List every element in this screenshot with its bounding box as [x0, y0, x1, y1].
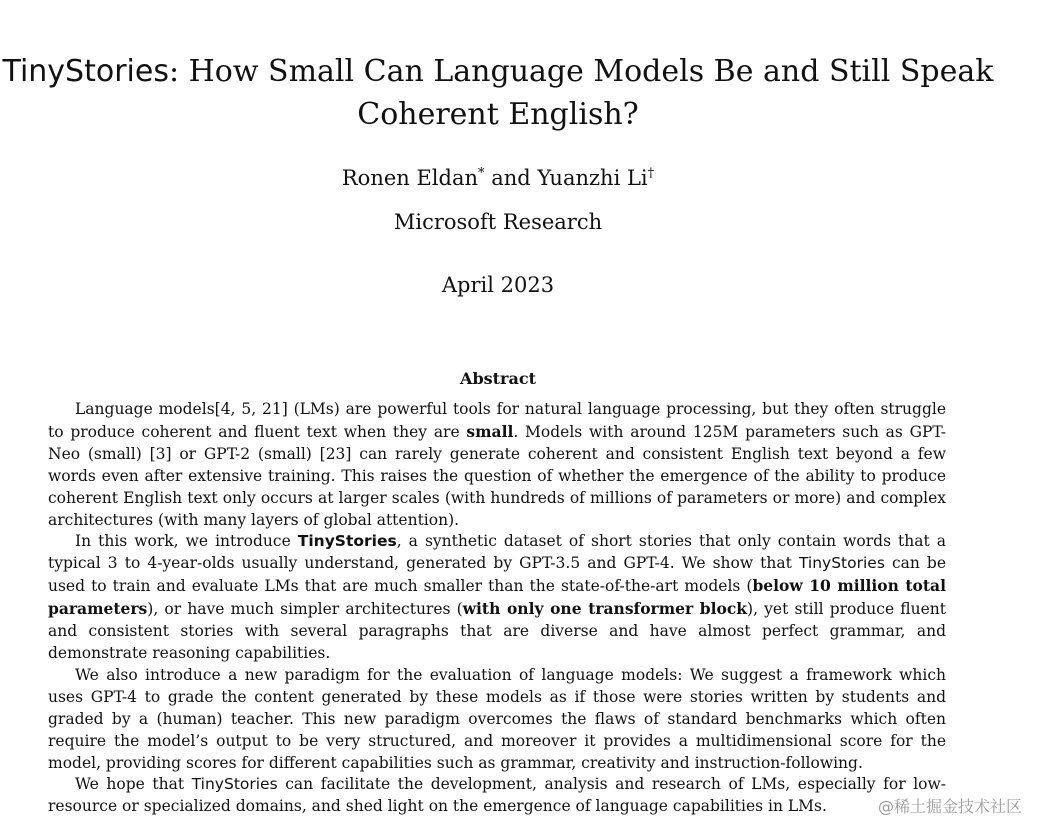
affiliation: Microsoft Research [393, 210, 603, 234]
abstract-paragraph [48, 399, 946, 531]
abstract-text: . Models with around 125M parameters such as GPT-Neo (small) [3] or GPT-2 (small) [23] can rarely generate coherent and consistent English text beyond a few words even after extensive training. This raises the question of whether the emergence of the ability to produce coherent English text only occurs at larger scales (with hundreds of millions of parameters or more) and complex architectures (with many layers of global attention). [48, 422, 946, 529]
author-footnote-mark: * [478, 166, 485, 181]
publication-date: April 2023 [441, 273, 555, 297]
abstract-heading: Abstract [460, 369, 536, 388]
abstract-paragraph [48, 774, 946, 818]
dataset-name: TinyStories [297, 532, 397, 551]
paper-title [0, 50, 996, 136]
abstract-text: In this work, we introduce [75, 532, 298, 551]
author-line [0, 160, 996, 192]
author-connector: and [484, 166, 538, 190]
abstract-text: can be used to train and evaluate LMs that are much smaller than the state-of-the-art models ( [48, 554, 946, 596]
dataset-name: TinyStories [191, 775, 278, 794]
title-text: : How Small Can Language Models Be and Still Speak Coherent English? [168, 54, 994, 132]
dataset-name: TinyStories [798, 554, 885, 573]
title-dataset-name: TinyStories [2, 54, 169, 89]
author-name: Ronen Eldan [341, 166, 479, 190]
abstract-paragraph: We also introduce a new paradigm for the evaluation of language models: We suggest a framework which uses GPT-4 to grade the content generated by these models as if those were stories written by students and graded by a (human) teacher. This new paradigm overcomes the flaws of standard benchmarks which often require the model’s output to be very structured, and moreover it provides a multidimensional score for the model, providing scores for different capabilities such as grammar, creativity and instruction-following. [48, 665, 946, 772]
abstract-emphasis: with only one transformer block [462, 599, 748, 619]
abstract-text: , a synthetic dataset of short stories that only contain words that a typical 3 to 4-year-olds usually understand, generated by GPT-3.5 and GPT-4. We show that [48, 532, 946, 573]
abstract-body [48, 399, 946, 818]
abstract-text: ), or have much simpler architectures ( [147, 600, 463, 619]
author-footnote-mark: † [647, 166, 655, 181]
abstract-text: We hope that [75, 775, 192, 794]
abstract-text: Language models[4, 5, 21] (LMs) are powerful tools for natural language processing, but they often struggle to produce coherent and fluent text when they are [48, 400, 946, 441]
abstract-paragraph [48, 531, 946, 664]
abstract-text: can facilitate the development, analysis and research of LMs, especially for low-resource or specialized domains, and shed light on the emergence of language capabilities in LMs. [48, 775, 946, 816]
abstract-emphasis: small [466, 421, 514, 441]
abstract-text: ), yet still produce fluent and consistent stories with several paragraphs that are diverse and have almost perfect grammar, and demonstrate reasoning capabilities. [48, 600, 946, 662]
abstract-emphasis: below 10 million total parameters [48, 576, 946, 619]
site-watermark: @稀土掘金技术社区 [877, 797, 1022, 816]
author-name: Yuanzhi Li [537, 166, 648, 190]
